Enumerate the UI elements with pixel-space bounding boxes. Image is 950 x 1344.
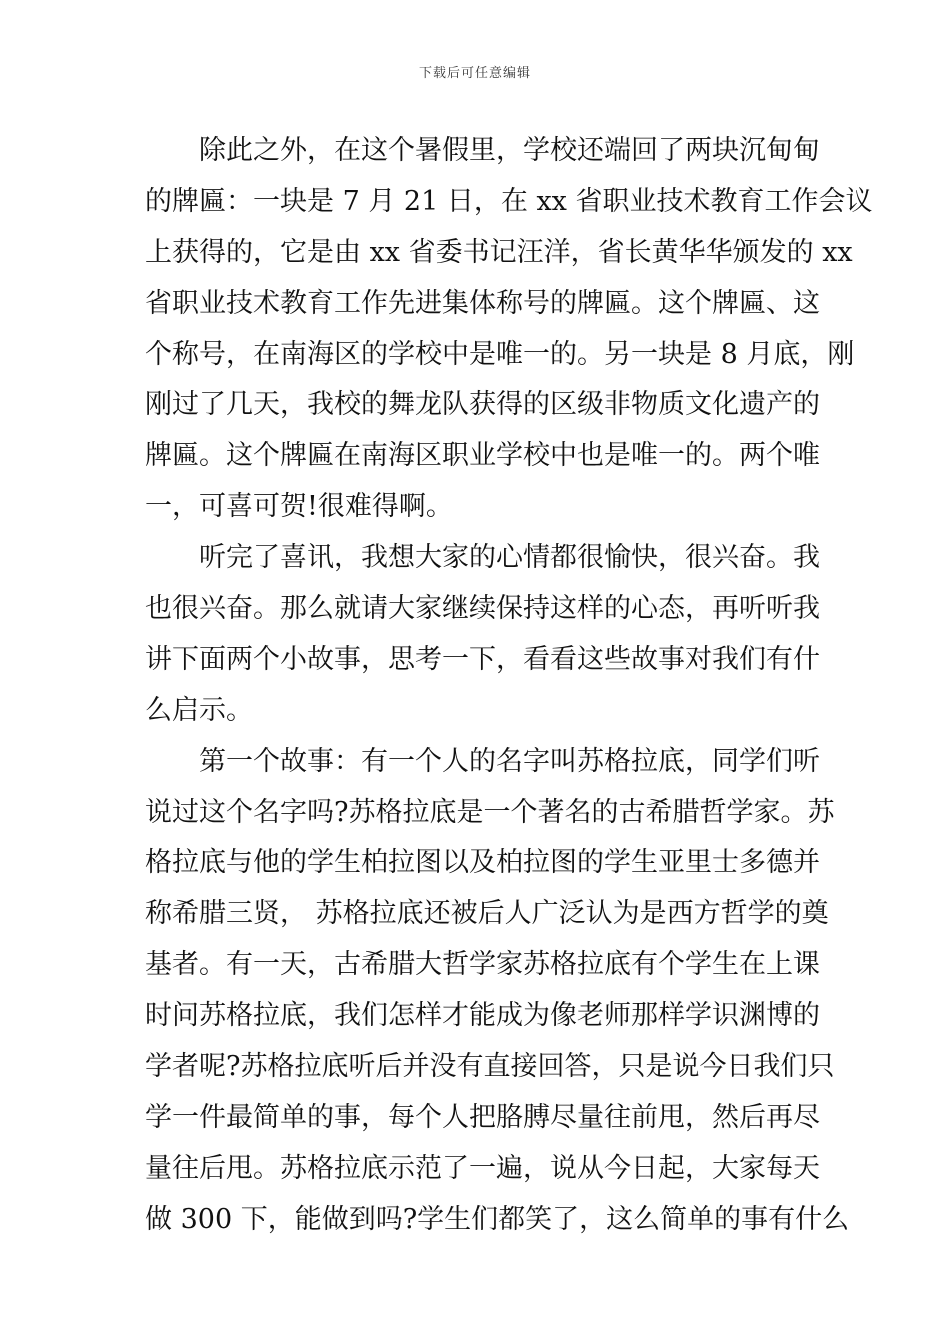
text-line: 省职业技术教育工作先进集体称号的牌匾。这个牌匾、这 bbox=[145, 287, 820, 319]
text-line: 除此之外，在这个暑假里，学校还端回了两块沉甸甸 bbox=[199, 135, 820, 166]
text-line: 个称号，在南海区的学校中是唯一的。另一块是 8 月底，刚 bbox=[145, 338, 855, 370]
text-line: 么启示。 bbox=[145, 694, 253, 726]
paragraph bbox=[145, 126, 873, 533]
text-line: 上获得的，它是由 xx 省委书记汪洋，省长黄华华颁发的 xx bbox=[145, 236, 853, 268]
page-header: 下载后可任意编辑 bbox=[418, 66, 531, 81]
text-line: 称希腊三贤， 苏格拉底还被后人广泛认为是西方哲学的奠 bbox=[145, 898, 829, 930]
text-line: 说过这个名字吗?苏格拉底是一个著名的古希腊哲学家。苏 bbox=[145, 796, 835, 828]
text-line: 一，可喜可贺!很难得啊。 bbox=[145, 491, 453, 523]
text-line: 刚过了几天，我校的舞龙队获得的区级非物质文化遗产的 bbox=[145, 389, 820, 421]
paragraph bbox=[145, 737, 850, 1246]
text-line: 听完了喜讯，我想大家的心情都很愉快，很兴奋。我 bbox=[199, 542, 820, 574]
text-line: 讲下面两个小故事，思考一下，看看这些故事对我们有什 bbox=[145, 643, 820, 675]
text-line: 的牌匾：一块是 7 月 21 日，在 xx 省职业技术教育工作会议 bbox=[145, 185, 873, 217]
document-body bbox=[145, 126, 873, 1246]
text-line: 格拉底与他的学生柏拉图以及柏拉图的学生亚里士多德并 bbox=[145, 847, 820, 879]
text-line: 也很兴奋。那么就请大家继续保持这样的心态，再听听我 bbox=[145, 593, 820, 625]
paragraph bbox=[145, 533, 820, 737]
text-line: 做 300 下，能做到吗?学生们都笑了，这么简单的事有什么 bbox=[145, 1203, 850, 1235]
text-line: 学一件最简单的事，每个人把胳膊尽量往前甩，然后再尽 bbox=[145, 1101, 820, 1133]
text-line: 量往后甩。苏格拉底示范了一遍，说从今日起，大家每天 bbox=[145, 1152, 820, 1184]
text-line: 时问苏格拉底，我们怎样才能成为像老师那样学识渊博的 bbox=[145, 1000, 820, 1032]
text-line: 学者呢?苏格拉底听后并没有直接回答，只是说今日我们只 bbox=[145, 1051, 835, 1083]
text-line: 基者。有一天，古希腊大哲学家苏格拉底有个学生在上课 bbox=[145, 949, 820, 981]
text-line: 牌匾。这个牌匾在南海区职业学校中也是唯一的。两个唯 bbox=[145, 440, 820, 472]
text-line: 第一个故事：有一个人的名字叫苏格拉底，同学们听 bbox=[199, 745, 820, 777]
